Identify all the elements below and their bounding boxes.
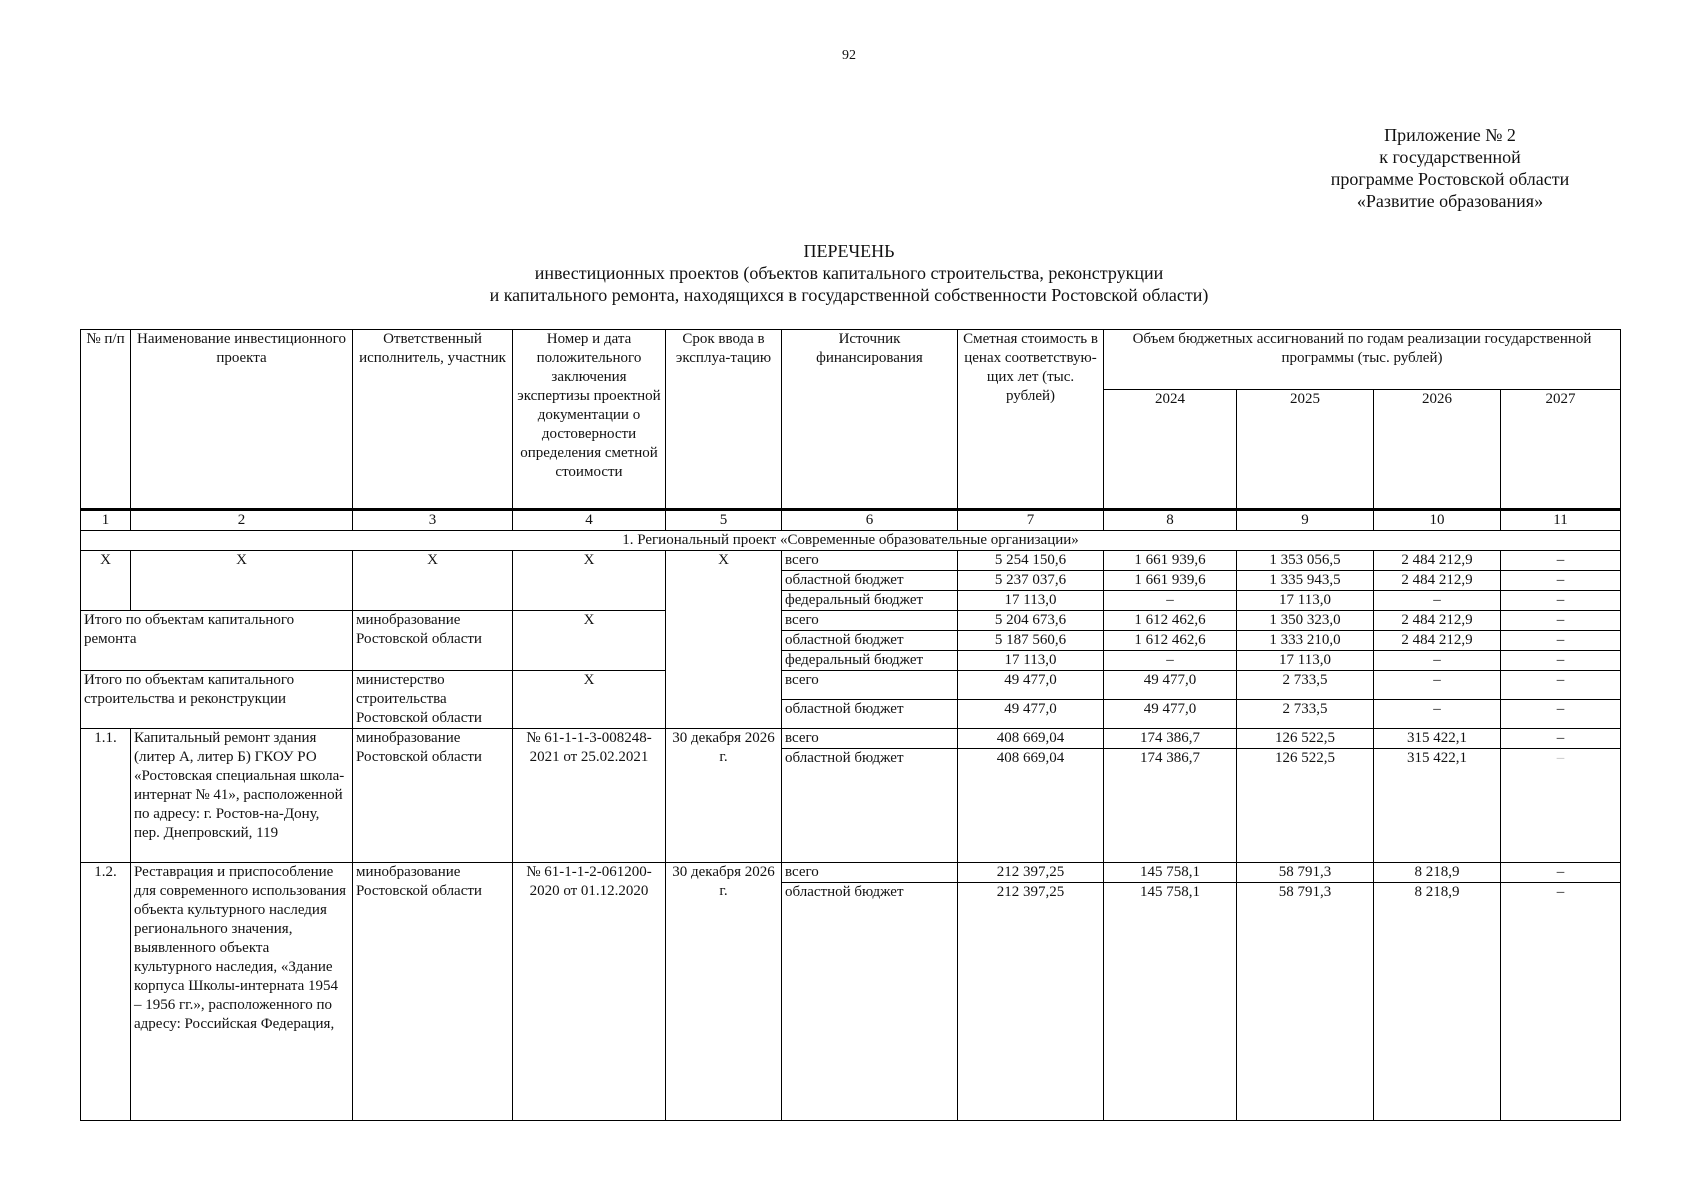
value-cell: 2 484 212,9 <box>1374 611 1501 631</box>
source-cell: областной бюджет <box>782 883 958 1121</box>
value-cell: 1 350 323,0 <box>1237 611 1374 631</box>
construction-total-label: Итого по объектам капитального строительства и реконструкции <box>81 671 353 729</box>
value-cell: – <box>1104 651 1237 671</box>
value-cell: 5 204 673,6 <box>958 611 1104 631</box>
col-number: 5 <box>666 510 782 531</box>
value-cell: – <box>1501 863 1621 883</box>
value-cell: 145 758,1 <box>1104 883 1237 1121</box>
header-name: Наименование инвестиционного проекта <box>131 330 353 510</box>
value-cell: 408 669,04 <box>958 729 1104 749</box>
value-cell: 58 791,3 <box>1237 863 1374 883</box>
page-number: 92 <box>842 48 856 63</box>
col-number: 9 <box>1237 510 1374 531</box>
investment-projects-table <box>80 329 1621 1121</box>
project-expertise: № 61-1-1-3-008248-2021 от 25.02.2021 <box>513 729 666 863</box>
col-number: 10 <box>1374 510 1501 531</box>
value-cell: – <box>1501 729 1621 749</box>
col-number: 1 <box>81 510 131 531</box>
value-cell: 49 477,0 <box>958 700 1104 728</box>
source-cell: областной бюджет <box>782 700 958 728</box>
value-cell: 126 522,5 <box>1237 729 1374 749</box>
section-row <box>81 531 1621 551</box>
value-cell: 174 386,7 <box>1104 729 1237 749</box>
value-cell: 49 477,0 <box>1104 671 1237 700</box>
col-number: 3 <box>353 510 513 531</box>
value-cell: 1 661 939,6 <box>1104 551 1237 571</box>
value-cell: 408 669,04 <box>958 749 1104 863</box>
value-cell: 1 661 939,6 <box>1104 571 1237 591</box>
source-cell: всего <box>782 671 958 700</box>
value-cell: – <box>1374 651 1501 671</box>
source-cell: федеральный бюджет <box>782 651 958 671</box>
project-row <box>81 729 1621 749</box>
x-mark: Х <box>666 551 782 729</box>
value-cell: 58 791,3 <box>1237 883 1374 1121</box>
project-term: 30 декабря 2026 г. <box>666 863 782 1121</box>
value-cell: – <box>1501 631 1621 651</box>
table-row <box>81 611 1621 631</box>
project-name: Реставрация и приспособление для современного использования объекта культурного наследия регионального значения, выявленного объекта культурного наследия, «Здание корпуса Школы-интерната 1954 – 1956 гг.», расположенного по адресу: Российская Федерация, <box>131 863 353 1121</box>
appendix-line: к государственной <box>1379 147 1521 167</box>
x-mark: Х <box>513 611 666 671</box>
value-cell: – <box>1501 749 1621 863</box>
source-cell: областной бюджет <box>782 749 958 863</box>
construction-executor: министерство строительства Ростовской области <box>353 671 513 729</box>
value-cell: 5 187 560,6 <box>958 631 1104 651</box>
value-cell: 5 237 037,6 <box>958 571 1104 591</box>
value-cell: 2 484 212,9 <box>1374 551 1501 571</box>
appendix-line: Приложение № 2 <box>1384 125 1516 145</box>
col-number: 4 <box>513 510 666 531</box>
source-cell: областной бюджет <box>782 571 958 591</box>
value-cell: 145 758,1 <box>1104 863 1237 883</box>
source-cell: всего <box>782 729 958 749</box>
value-cell: 17 113,0 <box>958 591 1104 611</box>
col-number: 11 <box>1501 510 1621 531</box>
header-year-2027: 2027 <box>1501 390 1621 510</box>
x-mark: Х <box>513 551 666 611</box>
value-cell: – <box>1374 700 1501 728</box>
appendix-caption <box>1300 124 1600 212</box>
value-cell: 17 113,0 <box>1237 591 1374 611</box>
x-mark: Х <box>513 671 666 729</box>
value-cell: – <box>1501 571 1621 591</box>
value-cell: 1 612 462,6 <box>1104 611 1237 631</box>
table-row <box>81 551 1621 571</box>
source-cell: всего <box>782 611 958 631</box>
value-cell: 212 397,25 <box>958 863 1104 883</box>
col-number: 8 <box>1104 510 1237 531</box>
header-year-2025: 2025 <box>1237 390 1374 510</box>
document-title: ПЕРЕЧЕНЬ <box>803 241 895 261</box>
value-cell: – <box>1501 671 1621 700</box>
source-cell: областной бюджет <box>782 631 958 651</box>
value-cell: 2 733,5 <box>1237 671 1374 700</box>
value-cell: 1 353 056,5 <box>1237 551 1374 571</box>
col-number: 7 <box>958 510 1104 531</box>
value-cell: 315 422,1 <box>1374 749 1501 863</box>
value-cell: 2 733,5 <box>1237 700 1374 728</box>
header-budget: Объем бюджетных ассигнований по годам реализации государственной программы (тыс. рублей) <box>1104 330 1621 390</box>
x-mark: Х <box>131 551 353 611</box>
value-cell: – <box>1501 591 1621 611</box>
header-executor: Ответственный исполнитель, участник <box>353 330 513 510</box>
value-cell: 174 386,7 <box>1104 749 1237 863</box>
repair-total-label: Итого по объектам капитального ремонта <box>81 611 353 671</box>
project-number: 1.2. <box>81 863 131 1121</box>
value-cell: 8 218,9 <box>1374 883 1501 1121</box>
value-cell: 1 333 210,0 <box>1237 631 1374 651</box>
document-subtitle: инвестиционных проектов (объектов капитального строительства, реконструкции <box>534 263 1164 283</box>
project-row <box>81 863 1621 883</box>
x-mark: Х <box>353 551 513 611</box>
source-cell: всего <box>782 551 958 571</box>
value-cell: 17 113,0 <box>958 651 1104 671</box>
column-numbers-row <box>81 510 1621 531</box>
value-cell: 17 113,0 <box>1237 651 1374 671</box>
table-row <box>81 671 1621 700</box>
value-cell: – <box>1501 651 1621 671</box>
value-cell: 126 522,5 <box>1237 749 1374 863</box>
value-cell: 212 397,25 <box>958 883 1104 1121</box>
project-term: 30 декабря 2026 г. <box>666 729 782 863</box>
header-row <box>81 330 1621 390</box>
project-expertise: № 61-1-1-2-061200-2020 от 01.12.2020 <box>513 863 666 1121</box>
col-number: 6 <box>782 510 958 531</box>
header-year-2024: 2024 <box>1104 390 1237 510</box>
section-title: 1. Региональный проект «Современные образовательные организации» <box>81 531 1621 551</box>
project-number: 1.1. <box>81 729 131 863</box>
value-cell: – <box>1501 883 1621 1121</box>
header-source: Источник финансирования <box>782 330 958 510</box>
x-mark: Х <box>81 551 131 611</box>
value-cell: – <box>1374 591 1501 611</box>
document-heading <box>0 240 1698 306</box>
value-cell: 1 335 943,5 <box>1237 571 1374 591</box>
header-year-2026: 2026 <box>1374 390 1501 510</box>
source-cell: федеральный бюджет <box>782 591 958 611</box>
header-expertise: Номер и дата положительного заключения экспертизы проектной документации о достоверности определения сметной стоимости <box>513 330 666 510</box>
appendix-line: программе Ростовской области <box>1330 169 1570 189</box>
source-cell: всего <box>782 863 958 883</box>
header-num: № п/п <box>81 330 131 510</box>
value-cell: 2 484 212,9 <box>1374 571 1501 591</box>
value-cell: 49 477,0 <box>1104 700 1237 728</box>
value-cell: 49 477,0 <box>958 671 1104 700</box>
header-term: Срок ввода в эксплуа-тацию <box>666 330 782 510</box>
value-cell: 1 612 462,6 <box>1104 631 1237 651</box>
project-executor: минобразование Ростовской области <box>353 863 513 1121</box>
appendix-line: «Развитие образования» <box>1356 191 1544 211</box>
value-cell: – <box>1104 591 1237 611</box>
document-subtitle: и капитального ремонта, находящихся в государственной собственности Ростовской области) <box>489 285 1209 305</box>
value-cell: – <box>1374 671 1501 700</box>
col-number: 2 <box>131 510 353 531</box>
value-cell: 315 422,1 <box>1374 729 1501 749</box>
value-cell: – <box>1501 611 1621 631</box>
project-executor: минобразование Ростовской области <box>353 729 513 863</box>
value-cell: – <box>1501 700 1621 728</box>
header-cost: Сметная стоимость в ценах соответствую-щих лет (тыс. рублей) <box>958 330 1104 510</box>
value-cell: 5 254 150,6 <box>958 551 1104 571</box>
repair-executor: минобразование Ростовской области <box>353 611 513 671</box>
project-name: Капитальный ремонт здания (литер А, литер Б) ГКОУ РО «Ростовская специальная школа-интернат № 41», расположенной по адресу: г. Ростов-на-Дону, пер. Днепровский, 119 <box>131 729 353 863</box>
value-cell: – <box>1501 551 1621 571</box>
value-cell: 8 218,9 <box>1374 863 1501 883</box>
value-cell: 2 484 212,9 <box>1374 631 1501 651</box>
